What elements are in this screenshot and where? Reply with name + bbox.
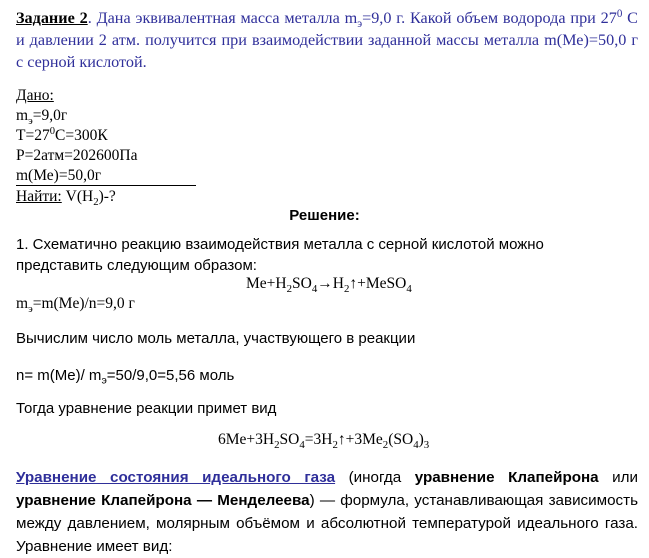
eq2-sub-3: 2 xyxy=(332,438,338,451)
eq1-sub-4: 4 xyxy=(406,282,412,295)
given-equivalent-mass xyxy=(16,106,196,126)
task-statement xyxy=(16,7,638,73)
ideal-gas-term-link[interactable]: Уравнение состояния идеального газа xyxy=(16,469,336,486)
task-label: Задание 2 xyxy=(16,9,88,27)
n-suffix: =50/9,0=5,56 моль xyxy=(106,367,235,384)
n-prefix: n= m(Me)/ m xyxy=(16,367,102,384)
ideal-gas-text-3: ) — формула, устанавливающая зависимость между давлением, молярным объёмом и абсолютной температурой идеального газа. Уравнение имеет вид: xyxy=(16,492,638,555)
eq1-part-c: H xyxy=(332,275,344,292)
then-text: Тогда уравнение реакции примет вид xyxy=(16,400,277,417)
eq2-part-a: 6Me+3H xyxy=(218,431,275,448)
ideal-gas-paragraph xyxy=(16,466,638,558)
meq-suffix: =m(Me)/n=9,0 г xyxy=(32,295,135,312)
given-me-prefix: m xyxy=(16,107,29,124)
given-heading: Дано: xyxy=(16,87,54,104)
ideal-gas-bold-1: уравнение Клапейрона xyxy=(414,469,599,486)
eq2-sub-6: 3 xyxy=(423,438,430,451)
eq1-part-a: Me+H xyxy=(246,275,287,292)
eq2-part-c: =3H xyxy=(304,431,333,448)
solution-title: Решение: xyxy=(289,207,360,224)
eq2-sub-1: 2 xyxy=(274,438,280,451)
task-text-3: С и давлении 2 атм. получится при взаимодействии заданной массы металла m(Ме)=50,0 г с серной кислотой. xyxy=(16,9,638,71)
ideal-gas-text-2: или xyxy=(598,469,638,486)
task-degree-sup: 0 xyxy=(616,7,623,20)
calc-moles-text: Вычислим число моль металла, участвующего в реакции xyxy=(16,330,416,347)
given-pressure: P=2атм=202600Па xyxy=(16,147,138,164)
moles-calculation xyxy=(16,365,234,386)
task-text-1: . Дана эквивалентная масса металла m xyxy=(87,9,358,27)
eq2-part-d: +3Me xyxy=(345,431,383,448)
given-temperature xyxy=(16,126,196,146)
meq-sub: э xyxy=(28,302,33,315)
find-v-suffix: )-? xyxy=(98,188,116,205)
n-sub: э xyxy=(101,374,107,387)
eq1-part-b: SO xyxy=(292,275,312,292)
eq1-sub-2: 4 xyxy=(311,282,318,295)
equivalent-mass-relation xyxy=(16,294,135,314)
eq1-sub-1: 2 xyxy=(286,282,293,295)
find-label: Найти: xyxy=(16,188,62,205)
given-t-prefix: T=27 xyxy=(16,127,50,144)
given-divider xyxy=(16,185,196,186)
find-v-sub: 2 xyxy=(93,195,99,208)
step-1-text: 1. Схематично реакцию взаимодействия металла с серной кислотой можно представить следующим образом: xyxy=(16,236,544,274)
task-text-2: =9,0 г. Какой объем водорода при 27 xyxy=(362,9,617,27)
ideal-gas-text-1: (иногда xyxy=(335,469,415,486)
eq2-part-f: ) xyxy=(418,431,424,448)
eq2-up-arrow: ↑ xyxy=(337,431,346,448)
ideal-gas-bold-2: уравнение Клапейрона — Менделеева xyxy=(16,492,310,509)
task-me-sub: э xyxy=(357,17,363,30)
find-line xyxy=(16,187,116,207)
given-block xyxy=(16,86,196,186)
given-me-value: =9,0г xyxy=(32,107,68,124)
eq2-sub-5: 4 xyxy=(413,438,419,451)
eq2-sub-4: 2 xyxy=(382,438,389,451)
eq1-part-d: +MeSO xyxy=(357,275,407,292)
eq1-arrow: → xyxy=(317,275,333,292)
eq1-sub-3: 2 xyxy=(343,282,350,295)
given-me-sub: э xyxy=(28,114,33,127)
reaction-equation-balanced xyxy=(218,429,429,451)
given-t-sup: 0 xyxy=(49,126,55,138)
given-metal-mass: m(Ме)=50,0г xyxy=(16,167,102,184)
given-t-suffix: С=300К xyxy=(54,127,108,144)
reaction-equation-schematic xyxy=(246,274,412,294)
eq2-part-e: (SO xyxy=(388,431,414,448)
eq1-up-arrow: ↑ xyxy=(349,275,358,292)
eq2-sub-2: 4 xyxy=(299,438,305,451)
eq2-part-b: SO xyxy=(279,431,300,448)
find-v-prefix: V(H xyxy=(61,188,94,205)
meq-prefix: m xyxy=(16,295,29,312)
